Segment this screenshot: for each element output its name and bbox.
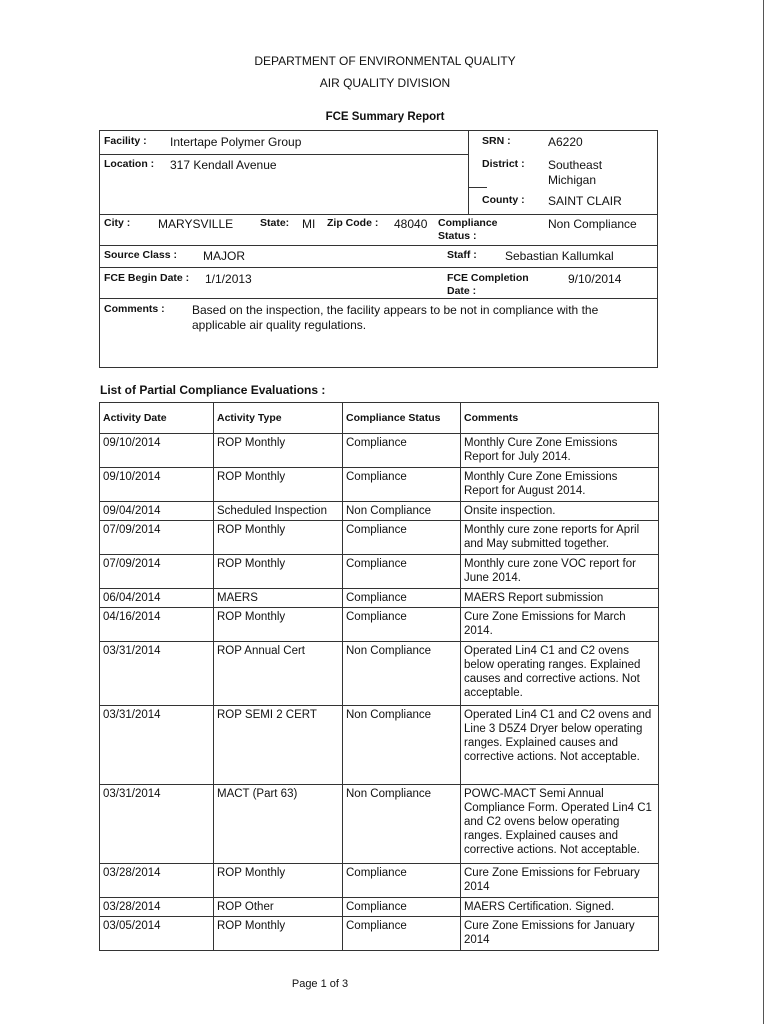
compliance-status-cell: Compliance — [343, 468, 461, 502]
zip-label: Zip Code : — [327, 217, 379, 229]
county-divider — [469, 187, 487, 188]
fce-completion-label-line1: FCE Completion — [447, 272, 529, 284]
city-value: MARYSVILLE — [158, 217, 234, 231]
location-label: Location : — [104, 158, 155, 170]
activity-type-cell: MAERS — [214, 589, 343, 608]
table-row — [100, 468, 659, 502]
activity-type-cell: ROP Monthly — [214, 434, 343, 468]
division-title: AIR QUALITY DIVISION — [319, 76, 451, 90]
activity-date-cell: 07/09/2014 — [100, 521, 214, 555]
compliance-label-line1: Compliance — [438, 217, 498, 229]
table-row — [100, 521, 659, 555]
comments-cell: Monthly Cure Zone Emissions Report for August 2014. — [461, 468, 659, 502]
activity-date-cell: 03/05/2014 — [100, 917, 214, 951]
district-value-line1: Southeast — [548, 158, 603, 172]
pce-table — [99, 402, 659, 951]
compliance-status-cell: Compliance — [343, 917, 461, 951]
state-value: MI — [302, 217, 316, 231]
comments-cell: Operated Lin4 C1 and C2 ovens and Line 3 D5Z4 Dryer below operating ranges. Explained causes and corrective actions. Not acceptable. — [461, 706, 659, 785]
col-compliance-status: Compliance Status — [343, 403, 461, 434]
district-label: District : — [482, 158, 525, 170]
city-row-divider — [99, 214, 657, 215]
activity-date-cell: 09/10/2014 — [100, 468, 214, 502]
location-value: 317 Kendall Avenue — [170, 158, 277, 172]
compliance-status-value: Non Compliance — [548, 217, 637, 231]
facility-row-divider — [99, 154, 469, 155]
activity-type-cell: ROP Monthly — [214, 917, 343, 951]
table-row — [100, 642, 659, 706]
compliance-status-cell: Compliance — [343, 898, 461, 917]
fce-completion-value: 9/10/2014 — [568, 272, 622, 286]
county-value: SAINT CLAIR — [548, 194, 622, 208]
pce-section-title: List of Partial Compliance Evaluations : — [100, 383, 326, 397]
source-row-divider — [99, 245, 657, 246]
comments-cell: Monthly cure zone VOC report for June 2014. — [461, 555, 659, 589]
activity-date-cell: 06/04/2014 — [100, 589, 214, 608]
activity-date-cell: 09/04/2014 — [100, 502, 214, 521]
compliance-status-cell: Compliance — [343, 434, 461, 468]
comments-cell: MAERS Report submission — [461, 589, 659, 608]
compliance-status-cell: Compliance — [343, 608, 461, 642]
srn-divider — [468, 130, 469, 214]
table-row — [100, 864, 659, 898]
comments-cell: Monthly Cure Zone Emissions Report for July 2014. — [461, 434, 659, 468]
srn-label: SRN : — [482, 135, 511, 147]
comments-label: Comments : — [104, 303, 165, 315]
compliance-label-line2: Status : — [438, 230, 477, 242]
table-row — [100, 589, 659, 608]
comments-cell: Cure Zone Emissions for February 2014 — [461, 864, 659, 898]
source-class-label: Source Class : — [104, 249, 177, 261]
activity-type-cell: ROP Monthly — [214, 521, 343, 555]
compliance-status-cell: Non Compliance — [343, 642, 461, 706]
compliance-status-cell: Non Compliance — [343, 706, 461, 785]
comments-row-divider — [99, 298, 657, 299]
activity-type-cell: MACT (Part 63) — [214, 785, 343, 864]
activity-type-cell: Scheduled Inspection — [214, 502, 343, 521]
table-row — [100, 608, 659, 642]
city-label: City : — [104, 217, 131, 229]
source-class-value: MAJOR — [203, 249, 245, 263]
zip-value: 48040 — [394, 217, 428, 231]
table-row — [100, 502, 659, 521]
comments-cell: MAERS Certification. Signed. — [461, 898, 659, 917]
col-activity-date: Activity Date — [100, 403, 214, 434]
activity-type-cell: ROP Annual Cert — [214, 642, 343, 706]
activity-date-cell: 07/09/2014 — [100, 555, 214, 589]
compliance-status-cell: Compliance — [343, 864, 461, 898]
comments-cell: Cure Zone Emissions for January 2014 — [461, 917, 659, 951]
staff-label: Staff : — [447, 249, 477, 261]
activity-type-cell: ROP SEMI 2 CERT — [214, 706, 343, 785]
county-label: County : — [482, 194, 525, 206]
page-number: Page 1 of 3 — [291, 978, 349, 990]
activity-type-cell: ROP Monthly — [214, 864, 343, 898]
activity-type-cell: ROP Other — [214, 898, 343, 917]
table-row — [100, 898, 659, 917]
comments-line2: applicable air quality regulations. — [192, 318, 367, 332]
table-row — [100, 785, 659, 864]
compliance-status-cell: Non Compliance — [343, 502, 461, 521]
staff-value: Sebastian Kallumkal — [505, 249, 614, 263]
facility-value: Intertape Polymer Group — [170, 135, 302, 149]
activity-type-cell: ROP Monthly — [214, 555, 343, 589]
fce-row-divider — [99, 267, 657, 268]
activity-type-cell: ROP Monthly — [214, 468, 343, 502]
compliance-status-cell: Compliance — [343, 589, 461, 608]
scan-edge-line — [763, 0, 764, 1024]
fce-begin-value: 1/1/2013 — [205, 272, 252, 286]
department-title: DEPARTMENT OF ENVIRONMENTAL QUALITY — [254, 54, 516, 68]
compliance-status-cell: Compliance — [343, 555, 461, 589]
table-row — [100, 917, 659, 951]
col-activity-type: Activity Type — [214, 403, 343, 434]
activity-date-cell: 04/16/2014 — [100, 608, 214, 642]
activity-date-cell: 03/28/2014 — [100, 864, 214, 898]
activity-date-cell: 03/31/2014 — [100, 642, 214, 706]
comments-cell: Monthly cure zone reports for April and May submitted together. — [461, 521, 659, 555]
table-row — [100, 434, 659, 468]
comments-cell: Cure Zone Emissions for March 2014. — [461, 608, 659, 642]
table-row — [100, 706, 659, 785]
compliance-status-cell: Compliance — [343, 521, 461, 555]
comments-line1: Based on the inspection, the facility appears to be not in compliance with the — [192, 303, 599, 317]
comments-cell: Onsite inspection. — [461, 502, 659, 521]
report-title: FCE Summary Report — [325, 111, 445, 123]
fce-begin-label: FCE Begin Date : — [104, 272, 190, 284]
compliance-status-cell: Non Compliance — [343, 785, 461, 864]
pce-header-row — [100, 403, 659, 434]
activity-date-cell: 03/31/2014 — [100, 706, 214, 785]
comments-cell: Operated Lin4 C1 and C2 ovens below operating ranges. Explained causes and corrective actions. Not acceptable. — [461, 642, 659, 706]
comments-cell: POWC-MACT Semi Annual Compliance Form. Operated Lin4 C1 and C2 ovens below operating ranges. Explained causes and corrective actions. Not acceptable. — [461, 785, 659, 864]
srn-value: A6220 — [548, 135, 583, 149]
table-row — [100, 555, 659, 589]
district-value-line2: Michigan — [548, 173, 597, 187]
activity-date-cell: 03/28/2014 — [100, 898, 214, 917]
activity-type-cell: ROP Monthly — [214, 608, 343, 642]
activity-date-cell: 03/31/2014 — [100, 785, 214, 864]
state-label: State: — [260, 217, 290, 229]
activity-date-cell: 09/10/2014 — [100, 434, 214, 468]
col-comments: Comments — [461, 403, 659, 434]
facility-label: Facility : — [104, 135, 147, 147]
fce-completion-label-line2: Date : — [447, 285, 477, 297]
